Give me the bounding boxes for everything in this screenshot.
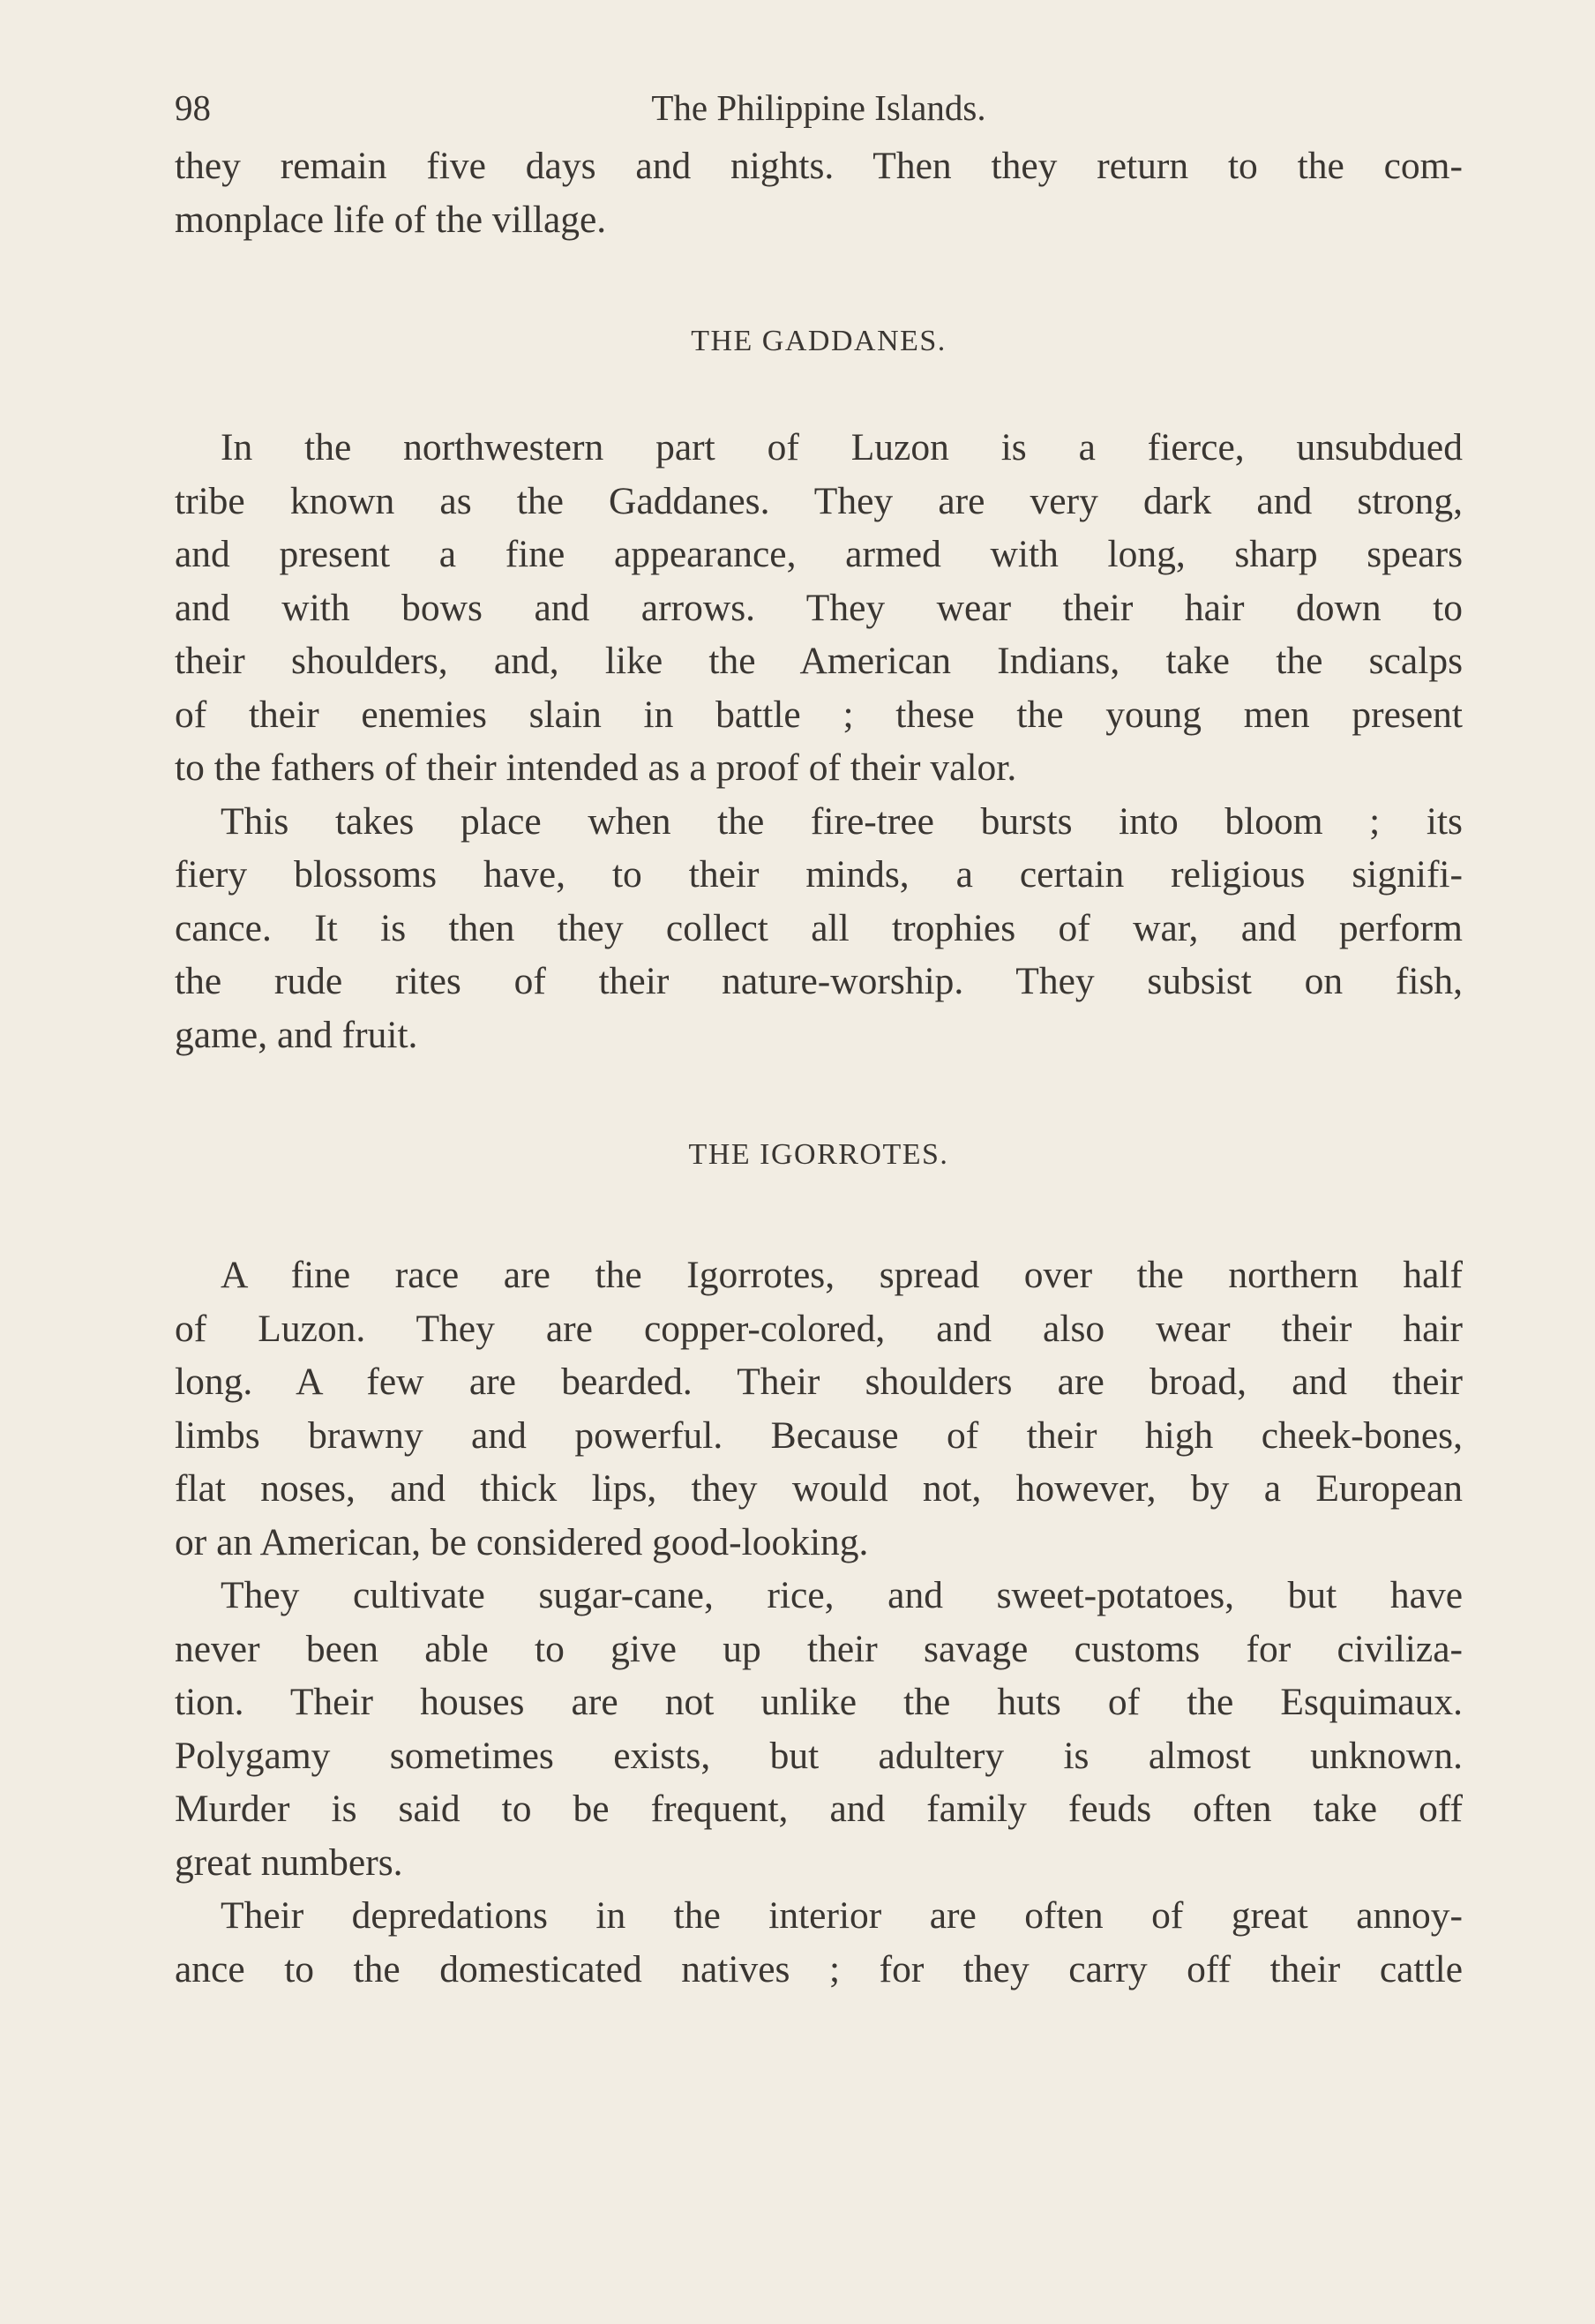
text-line: of Luzon. They are copper-colored, and also wear their hair bbox=[175, 1307, 1463, 1350]
page-body bbox=[175, 139, 1463, 1996]
book-page bbox=[175, 78, 1463, 2266]
text-line: cance. It is then they collect all trophies of war, and perform bbox=[175, 906, 1463, 949]
text-line: never been able to give up their savage customs for civiliza- bbox=[175, 1627, 1463, 1670]
igorrotes-paragraph-2 bbox=[175, 1569, 1463, 1889]
text-line: They cultivate sugar-cane, rice, and sweet-potatoes, but have bbox=[221, 1574, 1463, 1616]
text-line: and with bows and arrows. They wear their hair down to bbox=[175, 586, 1463, 629]
text-line: A fine race are the Igorrotes, spread over the northern half bbox=[221, 1254, 1463, 1296]
text-line: their shoulders, and, like the American Indians, take the scalps bbox=[175, 640, 1463, 682]
gaddanes-paragraph-2 bbox=[175, 795, 1463, 1062]
text-line: ance to the domesticated natives ; for they carry off their cattle bbox=[175, 1947, 1463, 1990]
text-line: monplace life of the village. bbox=[175, 198, 607, 241]
text-line: great numbers. bbox=[175, 1840, 403, 1884]
text-line: of their enemies slain in battle ; these the young men present bbox=[175, 693, 1463, 736]
text-line: or an American, be considered good-looking. bbox=[175, 1520, 869, 1563]
text-line: the rude rites of their nature-worship. They subsist on fish, bbox=[175, 960, 1463, 1002]
igorrotes-paragraph-1 bbox=[175, 1248, 1463, 1569]
text-line: This takes place when the fire-tree bursts into bloom ; its bbox=[221, 799, 1463, 843]
text-line: they remain five days and nights. Then they return to the com- bbox=[175, 145, 1463, 187]
section-heading-igorrotes: THE IGORROTES. bbox=[688, 1138, 949, 1171]
text-line: In the northwestern part of Luzon is a fierce, unsubdued bbox=[221, 426, 1463, 469]
text-line: tion. Their houses are not unlike the huts of the Esquimaux. bbox=[175, 1681, 1463, 1723]
text-line: fiery blossoms have, to their minds, a certain religious signifi- bbox=[175, 853, 1463, 896]
page-number: 98 bbox=[175, 87, 211, 128]
text-line: Polygamy sometimes exists, but adultery is almost unknown. bbox=[175, 1734, 1463, 1777]
intro-paragraph bbox=[175, 139, 1463, 246]
running-title: The Philippine Islands. bbox=[651, 87, 986, 128]
text-line: and present a fine appearance, armed with long, sharp spears bbox=[175, 533, 1463, 575]
text-line: Their depredations in the interior are often of great annoy- bbox=[221, 1894, 1463, 1937]
section-heading-gaddanes: THE GADDANES. bbox=[691, 325, 947, 357]
text-line: game, and fruit. bbox=[175, 1013, 418, 1056]
igorrotes-paragraph-3 bbox=[175, 1889, 1463, 1996]
text-line: to the fathers of their intended as a proof of their valor. bbox=[175, 746, 1017, 789]
text-line: long. A few are bearded. Their shoulders are broad, and their bbox=[175, 1361, 1463, 1403]
text-line: limbs brawny and powerful. Because of their high cheek-bones, bbox=[175, 1413, 1463, 1457]
text-line: tribe known as the Gaddanes. They are very dark and strong, bbox=[175, 479, 1463, 522]
text-line: flat noses, and thick lips, they would not, however, by a European bbox=[175, 1467, 1463, 1510]
gaddanes-paragraph-1 bbox=[175, 421, 1463, 795]
text-line: Murder is said to be frequent, and family feuds often take off bbox=[175, 1788, 1463, 1830]
page-header bbox=[175, 78, 1463, 139]
